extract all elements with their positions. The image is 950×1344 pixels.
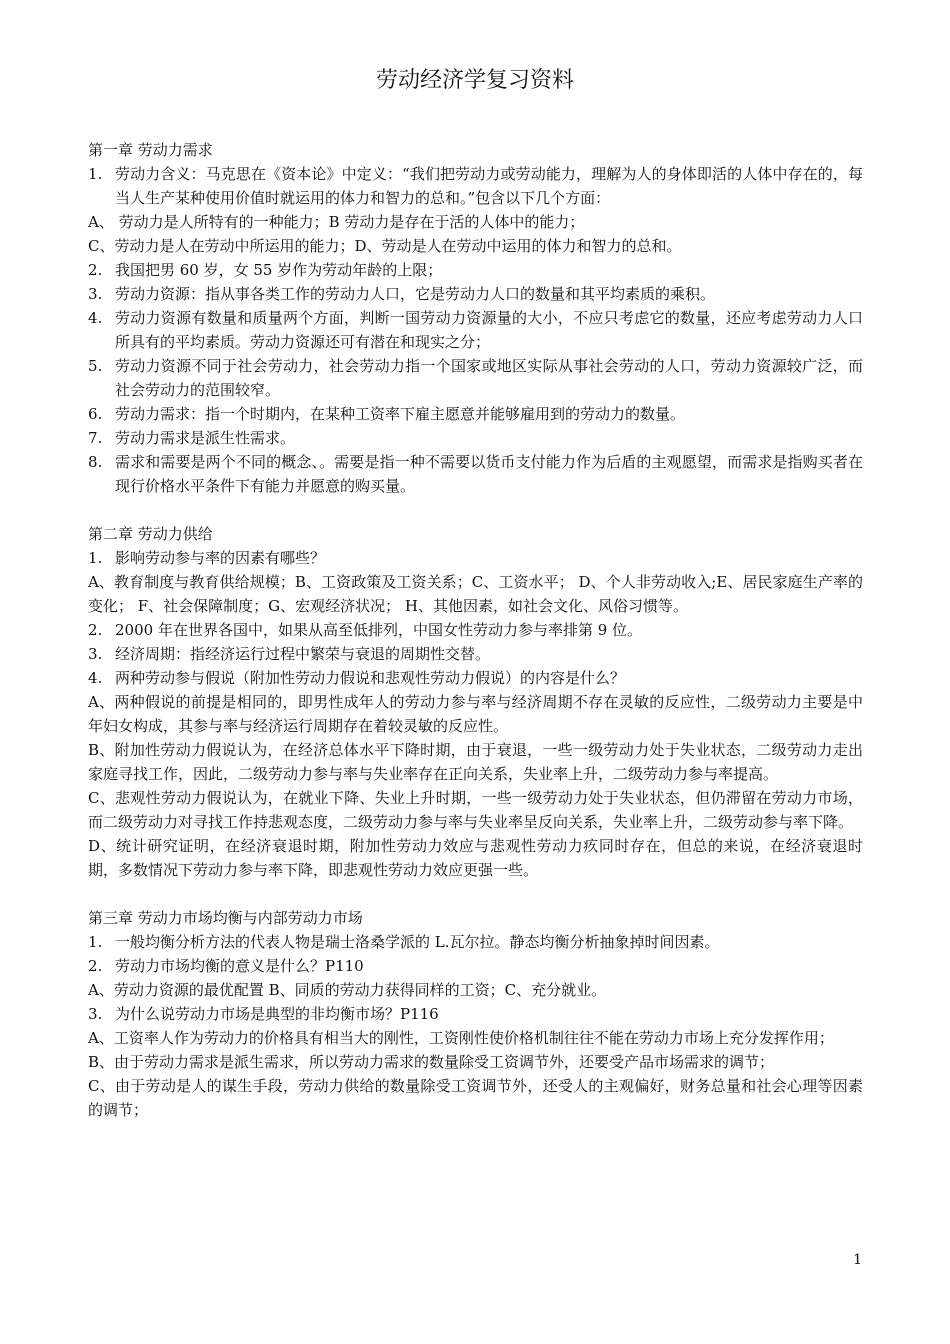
chapter-3-paragraph-a: A、工资率人作为劳动力的价格具有相当大的刚性，工资刚性使价格机制往往不能在劳动力市场上充分发挥作用； bbox=[88, 1029, 834, 1047]
item-number: 6. bbox=[88, 405, 103, 423]
item-number: 5. bbox=[88, 357, 103, 375]
chapter-3-item-1 bbox=[88, 930, 863, 954]
chapter-1-item-6 bbox=[88, 402, 863, 426]
item-number: 2. bbox=[88, 957, 103, 975]
item-text: 劳动力需求是派生性需求。 bbox=[115, 429, 296, 447]
item-text: 2000 年在世界各国中，如果从高至低排列，中国女性劳动力参与率排第 9 位。 bbox=[115, 621, 643, 639]
item-number: 3. bbox=[88, 1005, 103, 1023]
item-number: 8. bbox=[88, 453, 103, 471]
item-text: 劳动力资源：指从事各类工作的劳动力人口，它是劳动力人口的数量和其平均素质的乘积。 bbox=[115, 285, 716, 303]
chapter-2-paragraph-b: B、附加性劳动力假说认为，在经济总体水平下降时期，由于衰退，一些一级劳动力处于失业状态，二级劳动力走出家庭寻找工作，因此，二级劳动力参与率与失业率存在正向关系，失业率上升，二级劳动力参与率提高。 bbox=[88, 741, 863, 783]
chapter-1-paragraph-a: A、 劳动力是人所特有的一种能力；B 劳动力是存在于活的人体中的能力； bbox=[88, 213, 585, 231]
item-number: 2. bbox=[88, 261, 103, 279]
document-title: 劳动经济学复习资料 bbox=[375, 68, 574, 93]
item-number: 1. bbox=[88, 933, 103, 951]
chapter-2-paragraph-a: A、两种假说的前提是相同的，即男性成年人的劳动力参与率与经济周期不存在灵敏的反应性，二级劳动力主要是中年妇女构成，其参与率与经济运行周期存在着较灵敏的反应性。 bbox=[88, 693, 863, 735]
item-text: 劳动力含义：马克思在《资本论》中定义：“我们把劳动力或劳动能力，理解为人的身体即活的人体中存在的，每当人生产某种使用价值时就运用的体力和智力的总和。”包含以下几个方面： bbox=[115, 165, 863, 207]
chapter-2-heading: 第二章 劳动力供给 bbox=[88, 525, 213, 543]
item-number: 1. bbox=[88, 549, 103, 567]
chapter-1-paragraph-c: C、劳动力是人在劳动中所运用的能力；D、劳动是人在劳动中运用的体力和智力的总和。 bbox=[88, 237, 682, 255]
chapter-1-item-1 bbox=[88, 162, 863, 210]
item-text: 劳动力市场均衡的意义是什么？P110 bbox=[115, 957, 364, 975]
chapter-1-item-3 bbox=[88, 282, 863, 306]
chapter-2-paragraph-factors: A、教育制度与教育供给规模；B、工资政策及工资关系；C、工资水平； D、个人非劳动收入;E、居民家庭生产率的变化； F、社会保障制度；G、宏观经济状况； H、其他因素，如社会文化、风俗习惯等。 bbox=[88, 573, 863, 615]
chapter-3-paragraph-b: B、由于劳动力需求是派生需求，所以劳动力需求的数量除受工资调节外，还要受产品市场需求的调节； bbox=[88, 1053, 775, 1071]
item-text: 经济周期：指经济运行过程中繁荣与衰退的周期性交替。 bbox=[115, 645, 491, 663]
item-number: 3. bbox=[88, 645, 103, 663]
item-text: 影响劳动参与率的因素有哪些？ bbox=[115, 549, 326, 567]
item-number: 1. bbox=[88, 165, 103, 183]
item-text: 我国把男 60 岁，女 55 岁作为劳动年龄的上限； bbox=[115, 261, 443, 279]
document-body bbox=[88, 138, 863, 1122]
item-text: 一般均衡分析方法的代表人物是瑞士洛桑学派的 L.瓦尔拉。静态均衡分析抽象掉时间因素。 bbox=[115, 933, 720, 951]
chapter-2-item-2 bbox=[88, 618, 863, 642]
chapter-2-paragraph-c: C、悲观性劳动力假说认为，在就业下降、失业上升时期，一些一级劳动力处于失业状态，但仍滞留在劳动力市场，而二级劳动力对寻找工作持悲观态度，二级劳动力参与率与失业率呈反向关系，失业率上升，二级劳动参与率下降。 bbox=[88, 789, 863, 831]
item-number: 4. bbox=[88, 669, 103, 687]
item-text: 为什么说劳动力市场是典型的非均衡市场？P116 bbox=[115, 1005, 439, 1023]
item-text: 需求和需要是两个不同的概念、。需要是指一种不需要以货币支付能力作为后盾的主观愿望，而需求是指购买者在现行价格水平条件下有能力并愿意的购买量。 bbox=[115, 453, 863, 495]
chapter-1-item-5 bbox=[88, 354, 863, 402]
chapter-3-heading: 第三章 劳动力市场均衡与内部劳动力市场 bbox=[88, 909, 363, 927]
chapter-3-item-3 bbox=[88, 1002, 863, 1026]
chapter-2-item-1 bbox=[88, 546, 863, 570]
chapter-2-paragraph-d: D、统计研究证明，在经济衰退时期，附加性劳动力效应与悲观性劳动力疚同时存在，但总的来说，在经济衰退时期，多数情况下劳动力参与率下降，即悲观性劳动力效应更强一些。 bbox=[88, 837, 863, 879]
chapter-3-item-2 bbox=[88, 954, 863, 978]
item-number: 7. bbox=[88, 429, 103, 447]
chapter-2-item-3 bbox=[88, 642, 863, 666]
item-text: 劳动力资源不同于社会劳动力，社会劳动力指一个国家或地区实际从事社会劳动的人口，劳动力资源较广泛，而社会劳动力的范围较窄。 bbox=[115, 357, 863, 399]
item-number: 3. bbox=[88, 285, 103, 303]
chapter-3-paragraph-significance: A、劳动力资源的最优配置 B、同质的劳动力获得同样的工资；C、充分就业。 bbox=[88, 981, 607, 999]
item-text: 劳动力资源有数量和质量两个方面，判断一国劳动力资源量的大小，不应只考虑它的数量，还应考虑劳动力人口所具有的平均素质。劳动力资源还可有潜在和现实之分； bbox=[115, 309, 863, 351]
chapter-2-item-4 bbox=[88, 666, 863, 690]
chapter-3-paragraph-c: C、由于劳动是人的谋生手段，劳动力供给的数量除受工资调节外，还受人的主观偏好，财务总量和社会心理等因素的调节； bbox=[88, 1077, 863, 1119]
chapter-1-item-2 bbox=[88, 258, 863, 282]
chapter-1-item-4 bbox=[88, 306, 863, 354]
item-text: 劳动力需求：指一个时期内，在某种工资率下雇主愿意并能够雇用到的劳动力的数量。 bbox=[115, 405, 686, 423]
chapter-1-item-8 bbox=[88, 450, 863, 498]
item-number: 4. bbox=[88, 309, 103, 327]
chapter-1-heading: 第一章 劳动力需求 bbox=[88, 141, 213, 159]
item-text: 两种劳动参与假说（附加性劳动力假说和悲观性劳动力假说）的内容是什么？ bbox=[115, 669, 626, 687]
item-number: 2. bbox=[88, 621, 103, 639]
page-number: 1 bbox=[853, 1252, 862, 1268]
chapter-1-item-7 bbox=[88, 426, 863, 450]
